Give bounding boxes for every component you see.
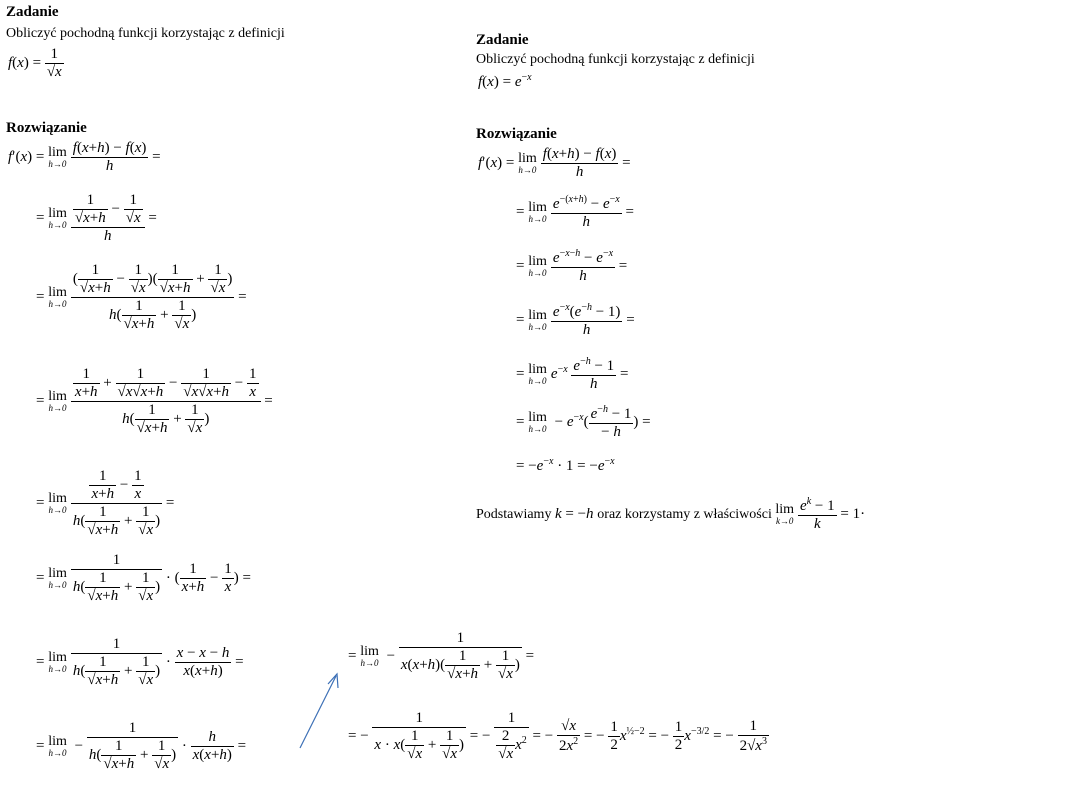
left-function: f(x) = $\frac{1}{√x}$ [8,46,62,80]
note-text-2: oraz korzystamy z właściwości [597,506,772,522]
left-step-5: = lim h→0 $\frac{1}{x+h}$ − $\frac{1}{x}$ h( $\frac{1}{√x+h}$ + $\frac{1}{√x}$ ) = [36,468,175,538]
continuation-step-2: = − 1 x · x( $\frac{1}{√x}$ + $\frac{1}{√x}$ ) = − 1 $\frac{2}{√x}$ $x^2$ = − $\frac{√x}{2x^2}$ = − $\frac{1}{2}$ $x^{\frac{1}{2}-2}$ = − $\frac{1}{2}$ $x^{-3/2}$ = − $\frac{1}{2√x^3}$ [348,710,767,762]
note-substitution: k = −h [554,505,594,522]
right-solution-heading: Rozwiązanie [476,126,557,142]
right-step-7: = $-e^{-x} \cdot 1 = -e^{-x}$ [516,456,615,474]
note-text-1: Podstawiamy [476,506,552,522]
left-solution-heading: Rozwiązanie [6,120,87,136]
left-step-2: = lim h→0 $\frac{1}{√x+h}$ − $\frac{1}{√x}$ h = [36,192,157,244]
note-limit: lim k→0 $\frac{e^k - 1}{k}$ = 1· [775,496,866,532]
left-task-text: Obliczyć pochodną funkcji korzystając z definicji [6,26,285,41]
right-function: $f(x) = e^{-x}$ [478,72,532,90]
left-step-1: f′(x) = lim h→0 $\frac{f(x+h) - f(x)}{h}$ = [8,140,161,174]
continuation-step-1: = lim h→0 − 1 x(x+h)( $\frac{1}{√x+h}$ + $\frac{1}{√x}$ ) = [348,630,535,682]
right-step-2: = lim h→0 $\frac{e^{-(x+h)} - e^{-x}}{h}$ = [516,194,634,230]
left-step-6: = lim h→0 1 h( $\frac{1}{√x+h}$ + $\frac{1}{√x}$ ) · ( $\frac{1}{x+h}$ − $\frac{1}{x}$ ) = [36,552,251,604]
right-substitution-note [476,496,865,533]
right-step-1: f′(x) = lim h→0 $\frac{f(x+h) - f(x)}{h}$ = [478,146,631,180]
right-step-5: = lim h→0 $e^{-x}$ $\frac{e^{-h} - 1}{h}$ = [516,356,629,392]
left-task-heading: Zadanie [6,4,59,20]
right-step-6: = lim h→0 − $e^{-x}$( $\frac{e^{-h} - 1}{- h}$ ) = [516,404,651,440]
left-step-4: = lim h→0 $\frac{1}{x+h}$ + $\frac{1}{√x√x+h}$ − $\frac{1}{√x√x+h}$ − $\frac{1}{x}$ h( $\frac{1}{√x+h}$ + $\frac{1}{√x}$ ) = [36,366,273,436]
right-step-4: = lim h→0 $\frac{e^{-x}(e^{-h} - 1)}{h}$ = [516,302,635,338]
right-task-heading: Zadanie [476,32,529,48]
left-step-3: = lim h→0 ( $\frac{1}{√x+h}$ − $\frac{1}{√x}$ )( $\frac{1}{√x+h}$ + $\frac{1}{√x}$ ) h( $\frac{1}{√x+h}$ + $\frac{1}{√x}$ ) = [36,262,247,332]
right-task-text: Obliczyć pochodną funkcji korzystając z definicji [476,52,755,67]
left-step-8: = lim h→0 − 1 h( $\frac{1}{√x+h}$ + $\frac{1}{√x}$ ) · $\frac{h}{x(x+h)}$ = [36,720,247,772]
left-step-7: = lim h→0 1 h( $\frac{1}{√x+h}$ + $\frac{1}{√x}$ ) · $\frac{x - x - h}{x(x+h)}$ = [36,636,244,688]
right-step-3: = lim h→0 $\frac{e^{-x-h} - e^{-x}}{h}$ = [516,248,628,284]
